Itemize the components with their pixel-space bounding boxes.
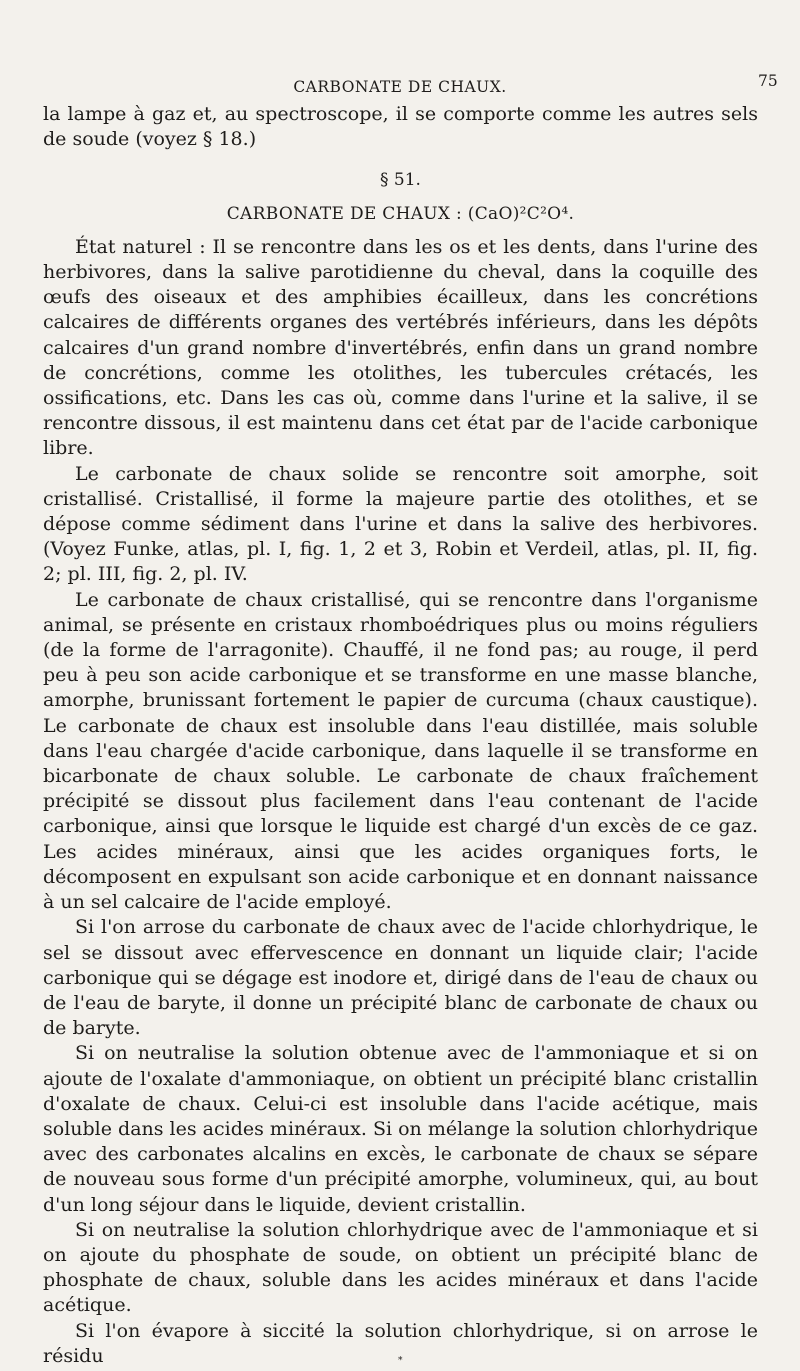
page-body [43, 102, 758, 1369]
intro-paragraph: la lampe à gaz et, au spectroscope, il se comporte comme les autres sels de soude (voyez § 18.) [43, 103, 758, 151]
paragraph-carbonate-cristallise: Le carbonate de chaux cristallisé, qui se rencontre dans l'organisme animal, se présente en cristaux rhomboédriques plus ou moins réguliers (de la forme de l'arragonite). Chauffé, il ne fond pas; au rouge, il perd peu à peu son acide carbonique et se transforme en une masse blanche, amorphe, brunissant fortement le papier de curcuma (chaux caustique). Le carbonate de chaux est insoluble dans l'eau distillée, mais soluble dans l'eau chargée d'acide carbonique, dans laquelle il se transforme en bicarbonate de chaux soluble. Le carbonate de chaux fraîchement précipité se dissout plus facilement dans l'eau contenant de l'acide carbonique, ainsi que lorsque le liquide est chargé d'un excès de ce gaz. Les acides minéraux, ainsi que les acides organiques forts, le décomposent en expulsant son acide carbonique et en donnant naissance à un sel calcaire de l'acide employé. [43, 588, 758, 914]
paragraph-ammoniaque: Si on neutralise la solution obtenue avec de l'ammoniaque et si on ajoute de l'oxalate d'ammoniaque, on obtient un précipité blanc cristallin d'oxalate de chaux. Celui-ci est insoluble dans l'acide acétique, mais soluble dans les acides minéraux. Si on mélange la solution chlorhydrique avec des carbonates alcalins en excès, le carbonate de chaux se sépare de nouveau sous forme d'un précipité amorphe, volumineux, qui, au bout d'un long séjour dans le liquide, devient cristallin. [43, 1042, 758, 1216]
paragraph-siccite: Si l'on évapore à siccité la solution chlorhydrique, si on arrose le résidu [43, 1319, 758, 1367]
running-head: CARBONATE DE CHAUX. [293, 78, 507, 96]
section-heading [43, 202, 758, 227]
footer-mark: * [398, 1356, 403, 1366]
paragraph-carbonate-solide: Le carbonate de chaux solide se rencontre soit amorphe, soit cristallisé. Cristallisé, il forme la majeure partie des otolithes, et se dépose comme sédiment dans l'urine et dans la salive des herbivores. (Voyez Funke, atlas, pl. I, fig. 1, 2 et 3, Robin et Verdeil, atlas, pl. II, fig. 2; pl. III, fig. 2, pl. IV. [43, 462, 758, 586]
page-number: 75 [758, 72, 778, 90]
paragraph-etat-naturel: État naturel : Il se rencontre dans les os et les dents, dans l'urine des herbivores, dans la salive parotidienne du cheval, dans la coquille des œufs des oiseaux et des amphibies écailleux, dans les concrétions calcaires de différents organes des vertébrés inférieurs, dans les dépôts calcaires d'un grand nombre d'invertébrés, enfin dans un grand nombre de concrétions, comme les otolithes, les tubercules crétacés, les ossifications, etc. Dans les cas où, comme dans l'urine et la salive, il se rencontre dissous, il est maintenu dans cet état par de l'acide carbonique libre. [43, 235, 758, 460]
heading-label: CARBONATE DE CHAUX : [226, 203, 463, 224]
paragraph-acide-chlorhydrique: Si l'on arrose du carbonate de chaux avec de l'acide chlorhydrique, le sel se dissout avec effervescence en donnant un liquide clair; l'acide carbonique qui se dégage est inodore et, dirigé dans de l'eau de chaux ou de l'eau de baryte, il donne un précipité blanc de carbonate de chaux ou de baryte. [43, 916, 758, 1040]
chemical-formula: (CaO)²C²O⁴. [467, 203, 575, 224]
paragraph-phosphate: Si on neutralise la solution chlorhydrique avec de l'ammoniaque et si on ajoute du phosphate de soude, on obtient un précipité blanc de phosphate de chaux, soluble dans les acides minéraux et dans l'acide acétique. [43, 1218, 758, 1317]
section-number: § 51. [380, 170, 421, 191]
